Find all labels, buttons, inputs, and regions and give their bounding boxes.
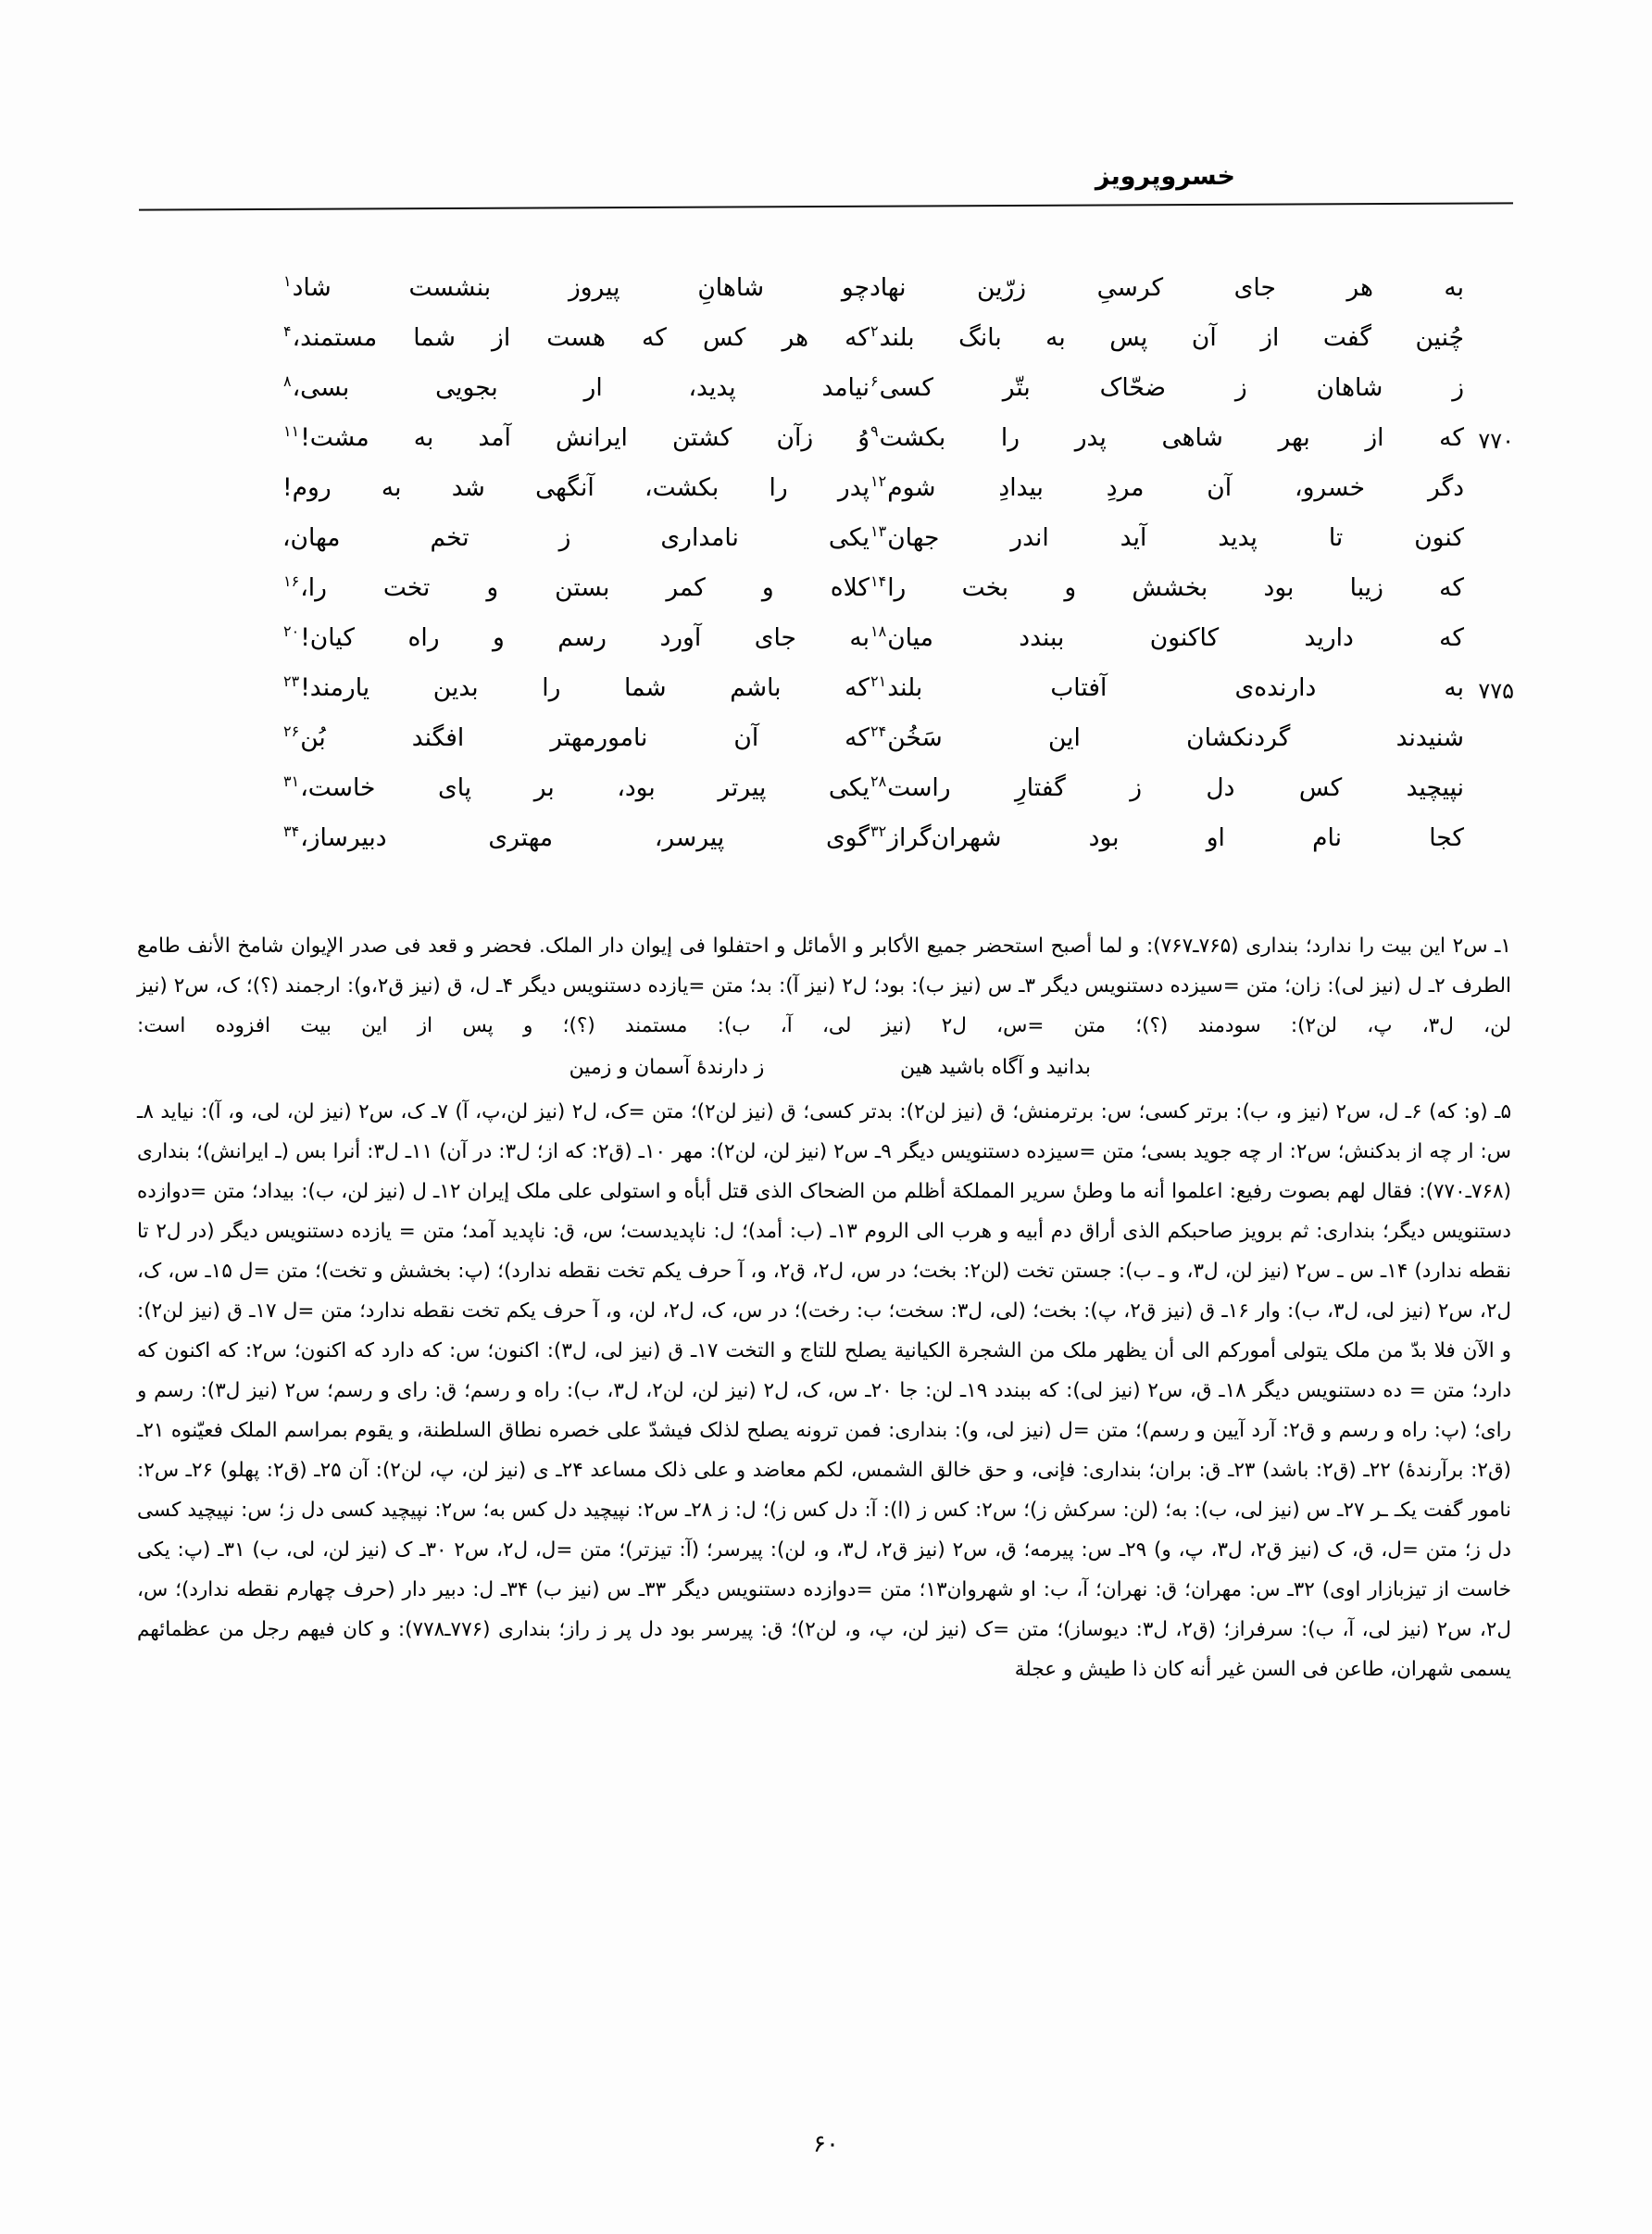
verse-hemistich-right <box>870 369 1508 401</box>
footnote-marker: ۱۶ <box>283 572 300 591</box>
verse-hemistich-right <box>870 619 1508 651</box>
verse-row <box>144 519 1508 569</box>
verse-row <box>144 819 1508 869</box>
verse-hemistich-left-text: گوی پیرسر، مهتری دبیرساز،$^{۳۴}$ <box>283 822 870 852</box>
verse-hemistich-left <box>277 619 870 651</box>
apparatus-paragraph-1: ۱ـ س۲ این بیت را ندارد؛ بنداری (۷۶۵ـ۷۶۷): و لما أصبح استحضر جمیع الأکابر و الأمائل و احتفلوا فی إیوان دار الملک. فحضر و قعد فی صدر الإیوان شامخ الأنف طامع الطرف ۲ـ ل (نیز لی): زان؛ متن =سیزده دستنویس دیگر ۳ـ س (نیز ب): بود؛ ل۲ (نیز آ): بد؛ متن =یازده دستنویس دیگر ۴ـ ل، ق (نیز ق۲،و): ارجمند (؟)؛ ک، س۲ (نیز لن، ل۳، پ، لن۲): سودمند (؟)؛ متن =س، ل۲ (نیز لی، آ، ب): مستمند (؟)؛ و پس از این بیت افزوده است: <box>137 935 1512 1037</box>
verse-row <box>144 319 1508 369</box>
footnote-marker: ۲۸ <box>870 772 887 791</box>
header-rule <box>139 202 1513 210</box>
verse-hemistich-left <box>277 419 870 451</box>
verse-hemistich-right <box>870 669 1508 701</box>
verse-number: ۷۷۰ <box>1478 428 1514 454</box>
verse-hemistich-left <box>277 719 870 751</box>
verse-hemistich-left <box>277 519 870 551</box>
verse-hemistich-left-text: که هر کس که هست از شما مستمند،$^۴$ <box>283 322 870 352</box>
verse-hemistich-right-text: ز شاهان ز ضحّاک بتّر کسی$^۶$ <box>870 372 1464 402</box>
apparatus-paragraph-2: ۵ـ (و: که) ۶ـ ل، س۲ (نیز و، ب): برتر کسی؛ س: برترمنش؛ ق (نیز لن۲): بدتر کسی؛ ق (نیز لن۲)؛ متن =ک، ل۲ (نیز لن،پ، آ) ۷ـ ک، س۲ (نیز لن، لی، و، آ): نیاید ۸ـ س: ار چه از بدکنش؛ س۲: ار چه جوید بسی؛ متن =سیزده دستنویس دیگر ۹ـ س۲ (نیز لن، لن۲): مهر ۱۰ـ (ق۲: که از؛ ل۳: در آن) ۱۱ـ ل۳: أنرا بس (ـ ایرانش)؛ بنداری (۷۶۸ـ۷۷۰): فقال لهم بصوت رفیع: اعلموا أنه ما وطنٔ سریر المملکة أظلم من الضحاک الذی قتل أبأه و استولی علی ملک إیران ۱۲ـ ل (نیز لن، ب): بیداد؛ متن =دوازده دستنویس دیگر؛ بنداری: ثم برویز صاحبکم الذی أراق دم أبیه و هرب الی الروم ۱۳ـ (ب: أمد)؛ ل: ناپدیدست؛ س، ق: ناپدید آمد؛ متن = یازده دستنویس دیگر (در ل۲ تا نقطه ندارد) ۱۴ـ س ـ س۲ (نیز لن، ل۳، و ـ ب): جستن تخت (لن۲: بخت؛ در س، ل۲، ق۲، و، آ حرف یکم تخت نقطه ندارد)؛ (پ: بخشش و تخت)؛ متن =ل ۱۵ـ س، ک، ل۲، س۲ (نیز لی، ل۳، ب): وار ۱۶ـ ق (نیز ق۲، پ): بخت؛ (لی، ل۳: سخت؛ ب: رخت)؛ در س، ک، ل۲، لن، و، آ حرف یکم تخت نقطه ندارد؛ متن =ل ۱۷ـ ق (نیز لن۲): و الآن فلا بدّ من ملک یتولی أمورکم الی أن یظهر ملک من الشجرة الکیانیة یصلح للتاج و التخت ۱۷ـ ق (نیز لی، ل۳): اکنون؛ س: که دارد که اکنون؛ س۲: که اکنون که دارد؛ متن = ده دستنویس دیگر ۱۸ـ ق، س۲ (نیز لی): که ببندد ۱۹ـ لن: جا ۲۰ـ س، ک، ل۲ (نیز لن، لن۲، ل۳، ب): راه و رسم؛ ق: رای و رسم؛ س۲ (نیز ل۳): رسم و رای؛ (پ: راه و رسم و ق۲: آرد آیین و رسم)؛ متن =ل (نیز لی، و): بنداری: فمن ترونه یصلح لذلک فیشدّ علی خصره نطاق السلطنة، و یقوم بمراسم الملک فعیّنوه ۲۱ـ (ق۲: برآرندۀ) ۲۲ـ (ق۲: باشد) ۲۳ـ ق: بران؛ بنداری: فإنی، و حق خالق الشمس، لکم معاضد و علی ذلک مساعد ۲۴ـ ی (نیز لن، پ، لن۲): آن ۲۵ـ (ق۲: پهلو) ۲۶ـ س۲: نامور گفت یکـ ـر ۲۷ـ س (نیز لی، ب): به؛ (لن: سرکش ز)؛ س۲: کس ز (ا): آ: دل کس ز)؛ ل: ز ۲۸ـ س۲: نپیچید دل کس به؛ س۲: نپیچید کسی دل ز؛ س: نپیچید کسی دل ز؛ متن =ل، ق، ک (نیز ق۲، ل۳، پ، و) ۲۹ـ س: پیرمه؛ ق، س۲ (نیز ق۲، ل۳، و، لن): پیرسر؛ (آ: تیزتر)؛ متن =ل، ل۲، س۲ ۳۰ـ ک (نیز لن، لی، ب) ۳۱ـ (پ: یکی خاست از تیزبازار اوی) ۳۲ـ س: مهران؛ ق: نهران؛ آ، ب: او شهروان۱۳؛ متن =دوازده دستنویس دیگر ۳۳ـ س (نیز ب) ۳۴ـ ل: دبیر دار (حرف چهارم نقطه ندارد)؛ س، ل۲، س۲ (نیز لی، آ، ب): سرفراز؛ (ق۲، ل۳: دیوساز)؛ متن =ک (نیز لن، پ، و، لن۲)؛ ق: پیرسر بود دل پر ز راز؛ بنداری (۷۷۶ـ۷۷۸): و کان فیهم رجل من عظمائهم یسمی شهران، طاعن فی السن غیر أنه کان ذا طیش و عجلة <box>137 1100 1512 1681</box>
footnote-marker: ۲۴ <box>870 722 887 741</box>
footnote-marker: ۴ <box>283 322 292 341</box>
inserted-verse-hemistich-1: بدانید و آگاه باشید هین <box>900 1056 1091 1079</box>
verse-hemistich-right-text: که زیبا بود بخشش و بخت را$^{۱۴}$ <box>870 572 1464 602</box>
verse-hemistich-right <box>870 769 1508 801</box>
footnote-marker: ۲۰ <box>283 622 300 641</box>
verse-hemistich-right <box>870 269 1508 301</box>
verse-hemistich-left <box>277 319 870 351</box>
verse-row <box>144 569 1508 619</box>
verse-hemistich-right-text: شنیدند گردنکشان این سَخُن$^{۲۴}$ <box>870 722 1464 752</box>
verse-hemistich-left <box>277 669 870 701</box>
verse-row <box>144 619 1508 669</box>
verse-hemistich-right <box>870 719 1508 751</box>
footnote-marker: ۱۲ <box>870 472 887 491</box>
verse-hemistich-right <box>870 319 1508 351</box>
verse-hemistich-left-text: به جای آورد رسم و راه کیان!$^{۲۰}$ <box>283 622 870 652</box>
verse-row <box>144 669 1514 719</box>
verse-hemistich-right-text: چُنین گفت از آن پس به بانگ بلند$^۲$ <box>870 322 1464 352</box>
folio-number: ۶۰ <box>813 2130 839 2158</box>
footnote-marker: ۱۴ <box>870 572 887 591</box>
footnote-marker: ۶ <box>870 372 879 391</box>
verse-hemistich-left-text: که آن نامورمهتر افگند بُن$^{۲۶}$ <box>283 722 870 752</box>
verse-hemistich-left-text: پدر را بکشت، آنگهی شد به روم! <box>282 473 870 502</box>
verse-number: ۷۷۵ <box>1478 678 1514 704</box>
footnote-marker: ۳۱ <box>283 772 300 791</box>
footnote-marker: ۱۳ <box>870 522 887 541</box>
running-head-title: خسروپرویز <box>1095 162 1235 191</box>
verse-hemistich-left <box>277 369 870 401</box>
verse-hemistich-left <box>277 269 870 301</box>
verse-row <box>144 469 1508 519</box>
footnote-marker: ۳۴ <box>283 822 300 841</box>
footnote-marker: ۲۱ <box>870 672 887 691</box>
footnote-marker: ۸ <box>283 372 292 391</box>
verse-hemistich-right-text: که از بهر شاهی پدر را بکشت$^۹$ <box>870 422 1464 452</box>
verse-hemistich-left-text: که باشم شما را بدین یارمند!$^{۲۳}$ <box>283 672 870 702</box>
verse-row <box>144 369 1508 419</box>
footnote-marker: ۱۱ <box>283 422 300 441</box>
verse-hemistich-right-text: کنون تا پدید آید اندر جهان$^{۱۳}$ <box>870 522 1464 552</box>
verse-hemistich-left <box>277 769 870 801</box>
verse-hemistich-right-text: کجا نام او بود شهران‌گراز$^{۳۲}$ <box>870 822 1464 852</box>
verse-hemistich-left-text: چو شاهانِ پیروز بنشست شاد$^۱$ <box>283 272 870 302</box>
verse-hemistich-right <box>870 569 1508 601</box>
verse-block <box>144 269 1514 869</box>
verse-hemistich-left-text: وُ زآن کشتن ایرانش آمد به مشت!$^{۱۱}$ <box>283 422 870 452</box>
verse-hemistich-right <box>870 519 1508 551</box>
critical-apparatus <box>137 926 1511 1689</box>
verse-hemistich-left-text: کلاه و کمر بستن و تخت را،$^{۱۶}$ <box>283 572 870 602</box>
verse-hemistich-left-text: یکی پیرتر بود، بر پای خاست،$^{۳۱}$ <box>283 772 870 802</box>
verse-hemistich-left-text: یکی نامداری ز تخم مهان، <box>282 523 870 552</box>
verse-hemistich-left-text: نیامد پدید، ار بجویی بسی،$^۸$ <box>283 372 870 402</box>
footnote-marker: ۲۶ <box>283 722 300 741</box>
verse-row <box>144 769 1508 819</box>
verse-hemistich-right <box>870 819 1508 851</box>
verse-row <box>144 419 1514 469</box>
verse-hemistich-right-text: که دارید کاکنون ببندد میان$^{۱۸}$ <box>870 622 1464 652</box>
verse-row <box>144 719 1508 769</box>
verse-hemistich-left <box>277 569 870 601</box>
footnote-marker: ۲ <box>870 322 879 341</box>
footnote-marker: ۹ <box>870 422 879 441</box>
footnote-marker: ۱ <box>283 272 292 291</box>
running-head <box>139 162 1513 218</box>
inserted-verse-hemistich-2: ز دارندهٔ آسمان و زمین <box>569 1056 765 1079</box>
verse-hemistich-right-text: به دارنده‌ی آفتاب بلند$^{۲۱}$ <box>870 672 1464 702</box>
verse-hemistich-right <box>870 419 1508 451</box>
verse-hemistich-right-text: دگر خسرو، آن مردِ بیدادِ شوم$^{۱۲}$ <box>870 472 1464 502</box>
footnote-marker: ۳۲ <box>870 822 887 841</box>
footnote-marker: ۲۳ <box>283 672 300 691</box>
footnote-marker: ۱۸ <box>870 622 887 641</box>
verse-hemistich-right-text: نپیچید کس دل ز گفتارِ راست$^{۲۸}$ <box>870 772 1464 802</box>
verse-row <box>144 269 1508 319</box>
verse-hemistich-left <box>277 469 870 501</box>
apparatus-inserted-verse <box>137 1048 1511 1088</box>
verse-hemistich-right <box>870 469 1508 501</box>
verse-hemistich-left <box>277 819 870 851</box>
verse-hemistich-right-text: به هر جای کرسیِ زرّین نهاد <box>870 273 1464 302</box>
